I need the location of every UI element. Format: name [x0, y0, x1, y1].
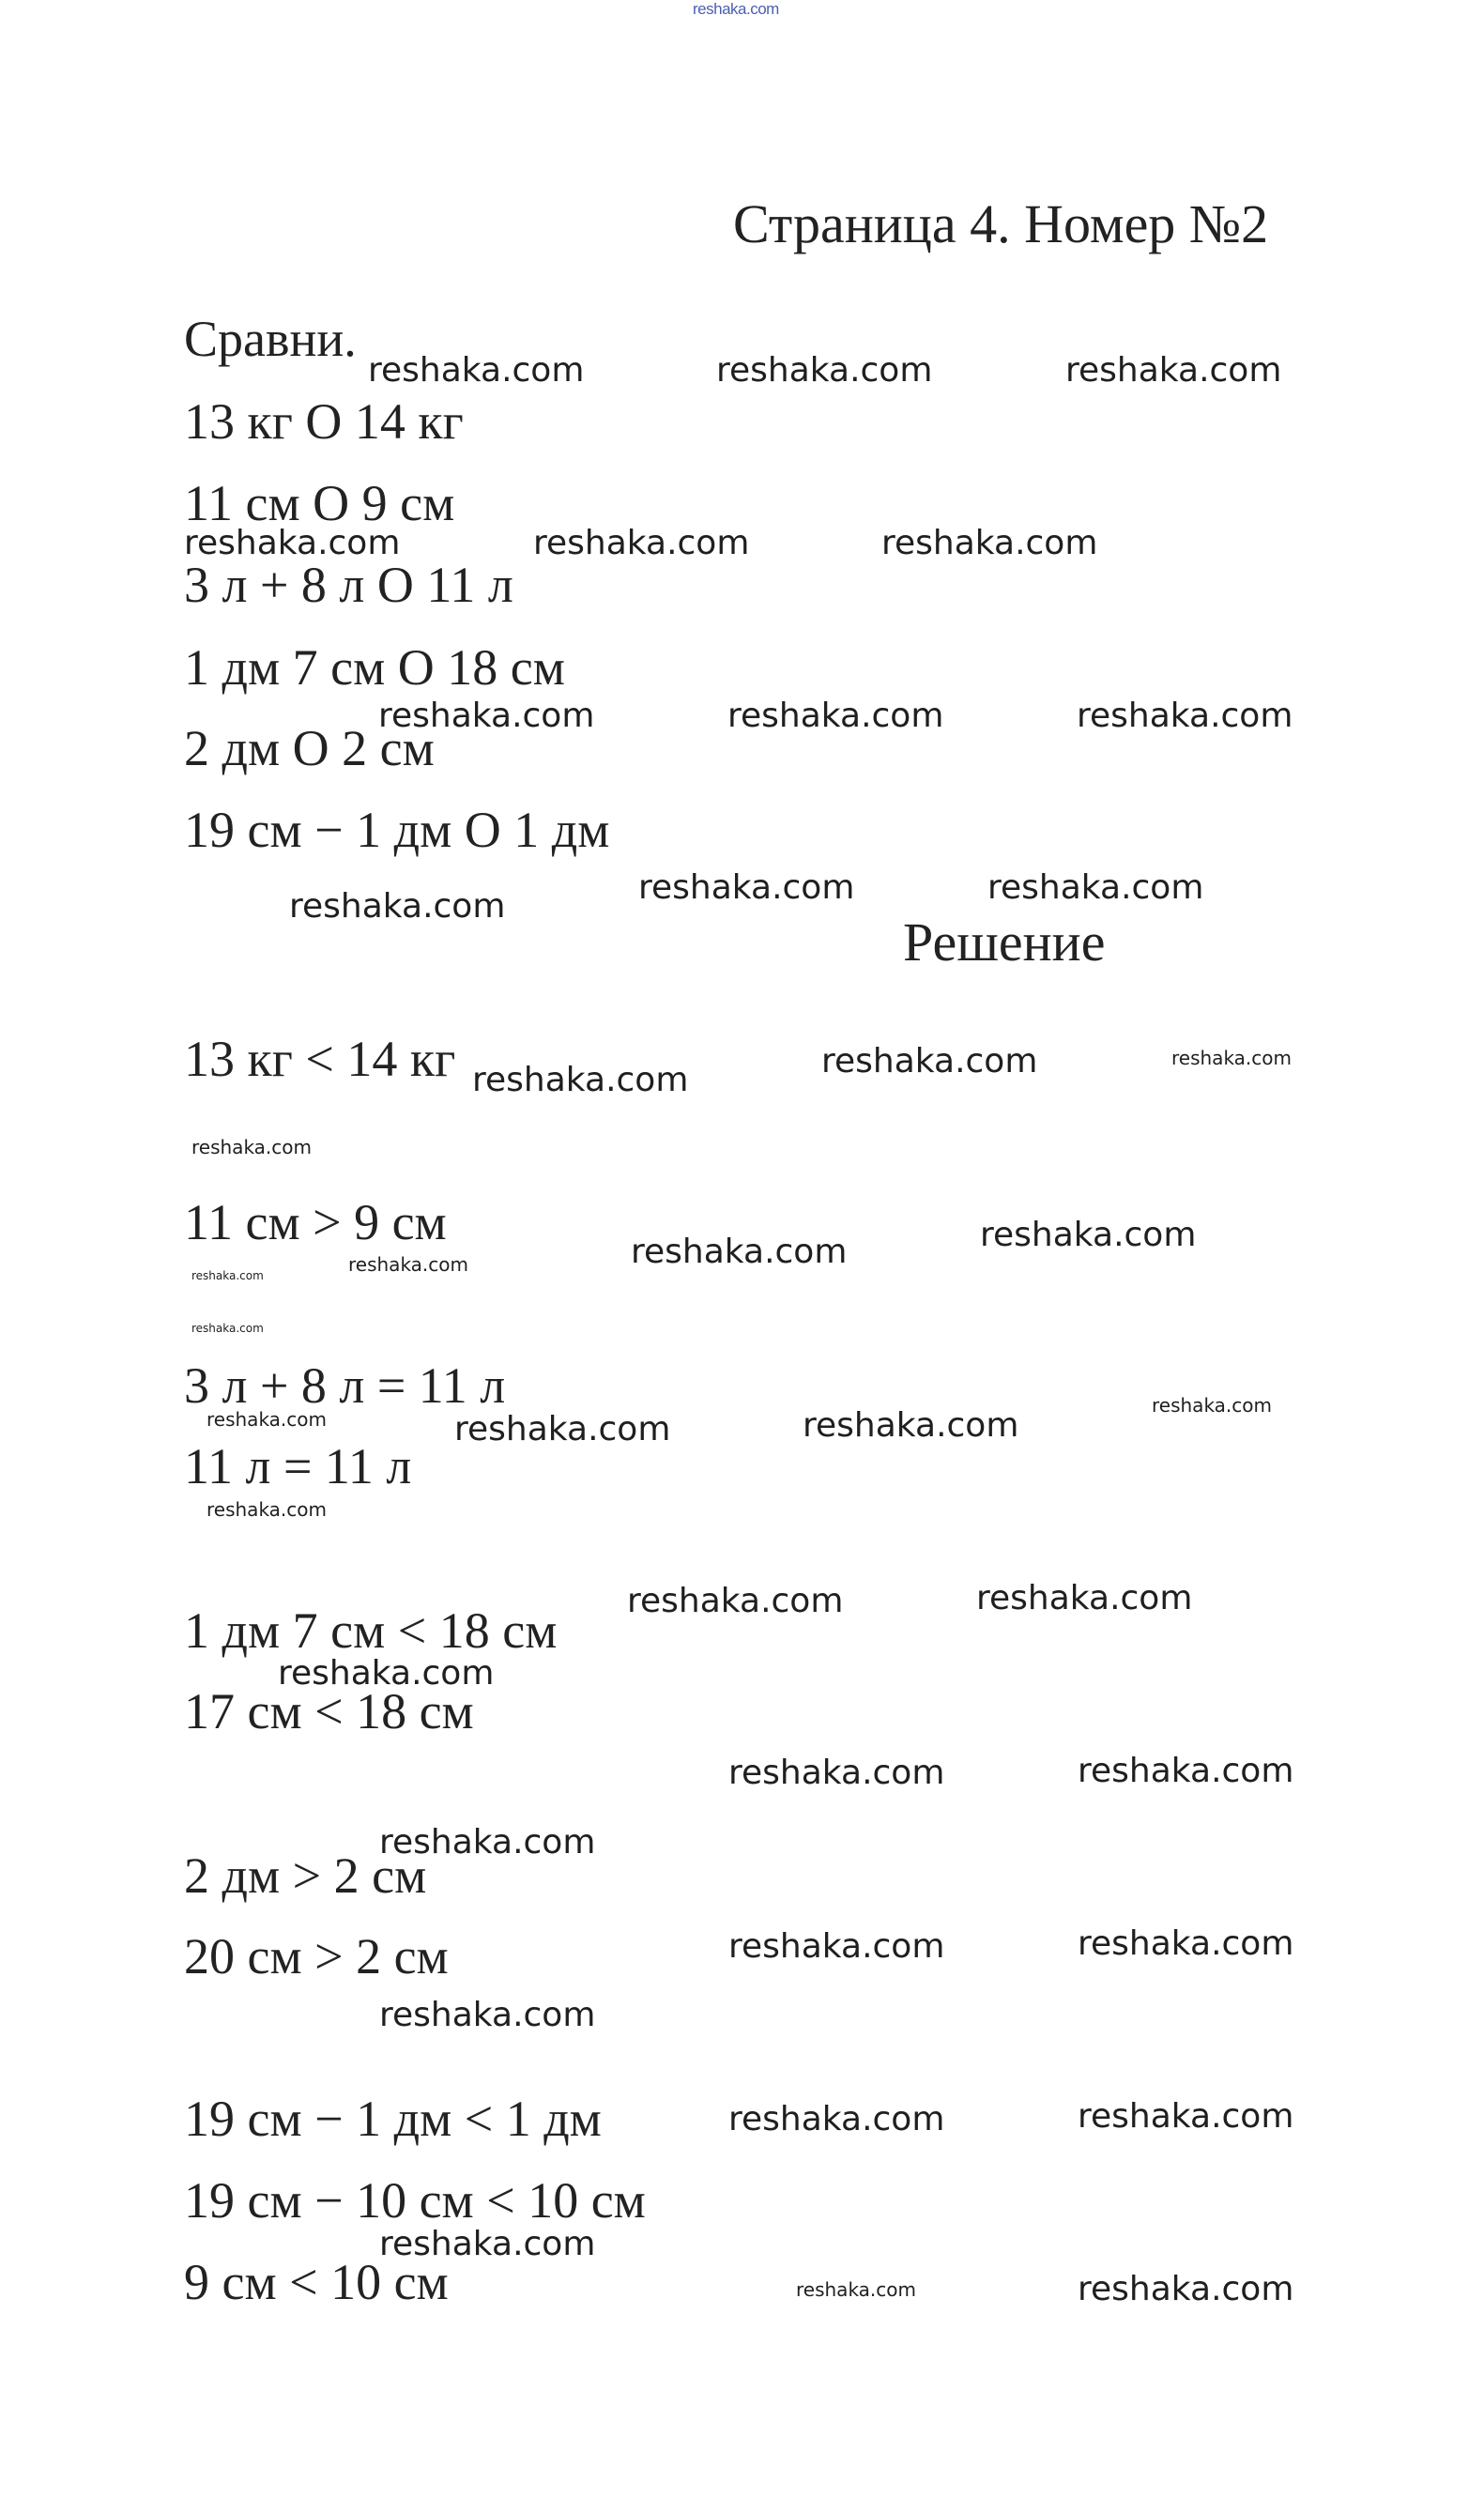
watermark: reshaka.com — [821, 1042, 1038, 1080]
solution-title: Решение — [903, 912, 1106, 973]
watermark: reshaka.com — [728, 2100, 945, 2138]
watermark: reshaka.com — [368, 351, 585, 390]
watermark: reshaka.com — [1078, 1752, 1294, 1790]
solution-line: 3 л + 8 л = 11 л — [184, 1357, 506, 1414]
watermark: reshaka.com — [289, 887, 506, 926]
watermark: reshaka.com — [207, 1498, 327, 1521]
watermark: reshaka.com — [207, 1408, 327, 1431]
task-line: 1 дм 7 см О 18 см — [184, 639, 565, 696]
watermark: reshaka.com — [1078, 2097, 1294, 2136]
site-mark: reshaka.com — [693, 0, 779, 18]
solution-line: 9 см < 10 см — [184, 2254, 449, 2310]
solution-line: 11 см > 9 см — [184, 1194, 447, 1250]
watermark: reshaka.com — [631, 1233, 848, 1271]
watermark: reshaka.com — [184, 524, 401, 562]
solution-line: 13 кг < 14 кг — [184, 1031, 456, 1087]
watermark: reshaka.com — [980, 1216, 1197, 1254]
solution-line: 1 дм 7 см < 18 см — [184, 1602, 558, 1659]
task-line: 11 см О 9 см — [184, 475, 455, 531]
watermark: reshaka.com — [472, 1061, 689, 1099]
watermark: reshaka.com — [1171, 1047, 1292, 1069]
watermark: reshaka.com — [627, 1582, 844, 1620]
watermark: reshaka.com — [987, 868, 1204, 907]
watermark: reshaka.com — [1152, 1394, 1272, 1417]
watermark: reshaka.com — [728, 1754, 945, 1792]
watermark: reshaka.com — [1078, 2270, 1294, 2308]
task-line: 3 л + 8 л О 11 л — [184, 557, 513, 613]
watermark: reshaka.com — [796, 2278, 916, 2301]
task-title: Сравни. — [184, 311, 357, 367]
watermark: reshaka.com — [379, 2225, 596, 2263]
watermark: reshaka.com — [728, 1927, 945, 1966]
watermark: reshaka.com — [1077, 697, 1293, 735]
watermark: reshaka.com — [1065, 351, 1282, 390]
watermark: reshaka.com — [278, 1654, 495, 1693]
watermark: reshaka.com — [716, 351, 933, 390]
solution-line: 11 л = 11 л — [184, 1438, 412, 1494]
task-line: 19 см − 1 дм О 1 дм — [184, 802, 610, 858]
watermark: reshaka.com — [727, 697, 944, 735]
solution-line: 19 см − 10 см < 10 см — [184, 2172, 646, 2229]
watermark: reshaka.com — [348, 1253, 468, 1276]
watermark: reshaka.com — [803, 1406, 1019, 1445]
watermark: reshaka.com — [976, 1579, 1193, 1617]
watermark: reshaka.com — [191, 1136, 312, 1158]
watermark: reshaka.com — [1078, 1924, 1294, 1963]
task-line: 13 кг О 14 кг — [184, 393, 464, 450]
watermark: reshaka.com — [533, 524, 750, 562]
solution-line: 17 см < 18 см — [184, 1683, 474, 1739]
watermark: reshaka.com — [638, 868, 855, 907]
watermark: reshaka.com — [379, 1823, 596, 1862]
watermark: reshaka.com — [191, 1269, 264, 1282]
solution-line: 2 дм > 2 см — [184, 1847, 427, 1904]
task-line: 2 дм О 2 см — [184, 720, 435, 776]
watermark: reshaka.com — [454, 1410, 671, 1448]
watermark: reshaka.com — [191, 1322, 264, 1335]
page-header: Страница 4. Номер №2 — [733, 193, 1269, 254]
watermark: reshaka.com — [378, 697, 595, 735]
watermark: reshaka.com — [881, 524, 1098, 562]
watermark: reshaka.com — [379, 1996, 596, 2034]
solution-line: 19 см − 1 дм < 1 дм — [184, 2091, 602, 2147]
solution-line: 20 см > 2 см — [184, 1928, 449, 1984]
